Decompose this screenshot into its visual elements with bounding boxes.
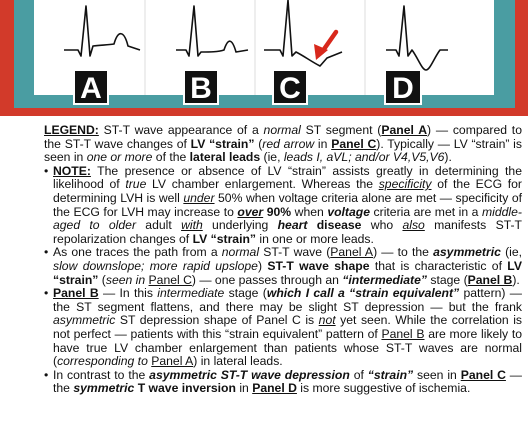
panel-label-c [273,70,307,105]
bullet-list [44,165,522,396]
bullet-contrast: • In contrast to the asymmetric ST-T wave depression of “strain” seen in Panel C — the symmetric T wave inversion in Panel D is more suggestive of ischemia. [44,369,522,396]
bullet-note: • NOTE: The presence or absence of LV “strain” assists greatly in determining the likelihood of true LV chamber enlargement. Whereas the specificity of the ECG for determining LVH is well under 50% when voltage criteria alone are met — specificity of the ECG for LVH may increase to over 90% when voltage criteria are met in a middle-aged to older adult with underlying heart disease who also manifests ST-T repolarization changes of LV “strain” in one or more leads. [44,165,522,247]
bullet-path: • As one traces the path from a normal ST-T wave (Panel A) — to the asymmetric (ie, slow downslope; more rapid upslope) ST-T wave shape that is characteristic of LV “strain” (seen in Panel C) — one passes through an “intermediate” stage (Panel B). [44,246,522,287]
ecg-figure [0,0,530,120]
svg-text:D: D [392,72,414,105]
panel-label-a [74,70,108,105]
bullet-panel-b: • Panel B — In this intermediate stage (which I call a “strain equivalent” pattern) — the ST segment flattens, and there may be slight ST depression — but the frank asymmetric ST depression shape of Panel C is not yet seen. While the correlation is not perfect — patients with this “strain equivalent” pattern of Panel B are more likely to have true LV chamber enlargement than patients whose ST-T waves are normal (corresponding to Panel A) in lateral leads. [44,287,522,369]
svg-text:B: B [190,72,212,105]
ecg-figure-graphic [0,0,530,120]
legend-paragraph: LEGEND: ST-T wave appearance of a normal ST segment (Panel A) — compared to the ST-T wave changes of LV “strain” (red arrow in Panel C). Typically — LV “strain” is seen in one or more of the lateral leads (ie, leads I, aVL; and/or V4,V5,V6). [44,123,522,165]
panel-label-b [184,70,218,105]
svg-text:A: A [80,72,102,105]
svg-text:C: C [279,72,301,105]
legend-text-block [44,124,522,396]
panel-label-d [385,70,421,105]
